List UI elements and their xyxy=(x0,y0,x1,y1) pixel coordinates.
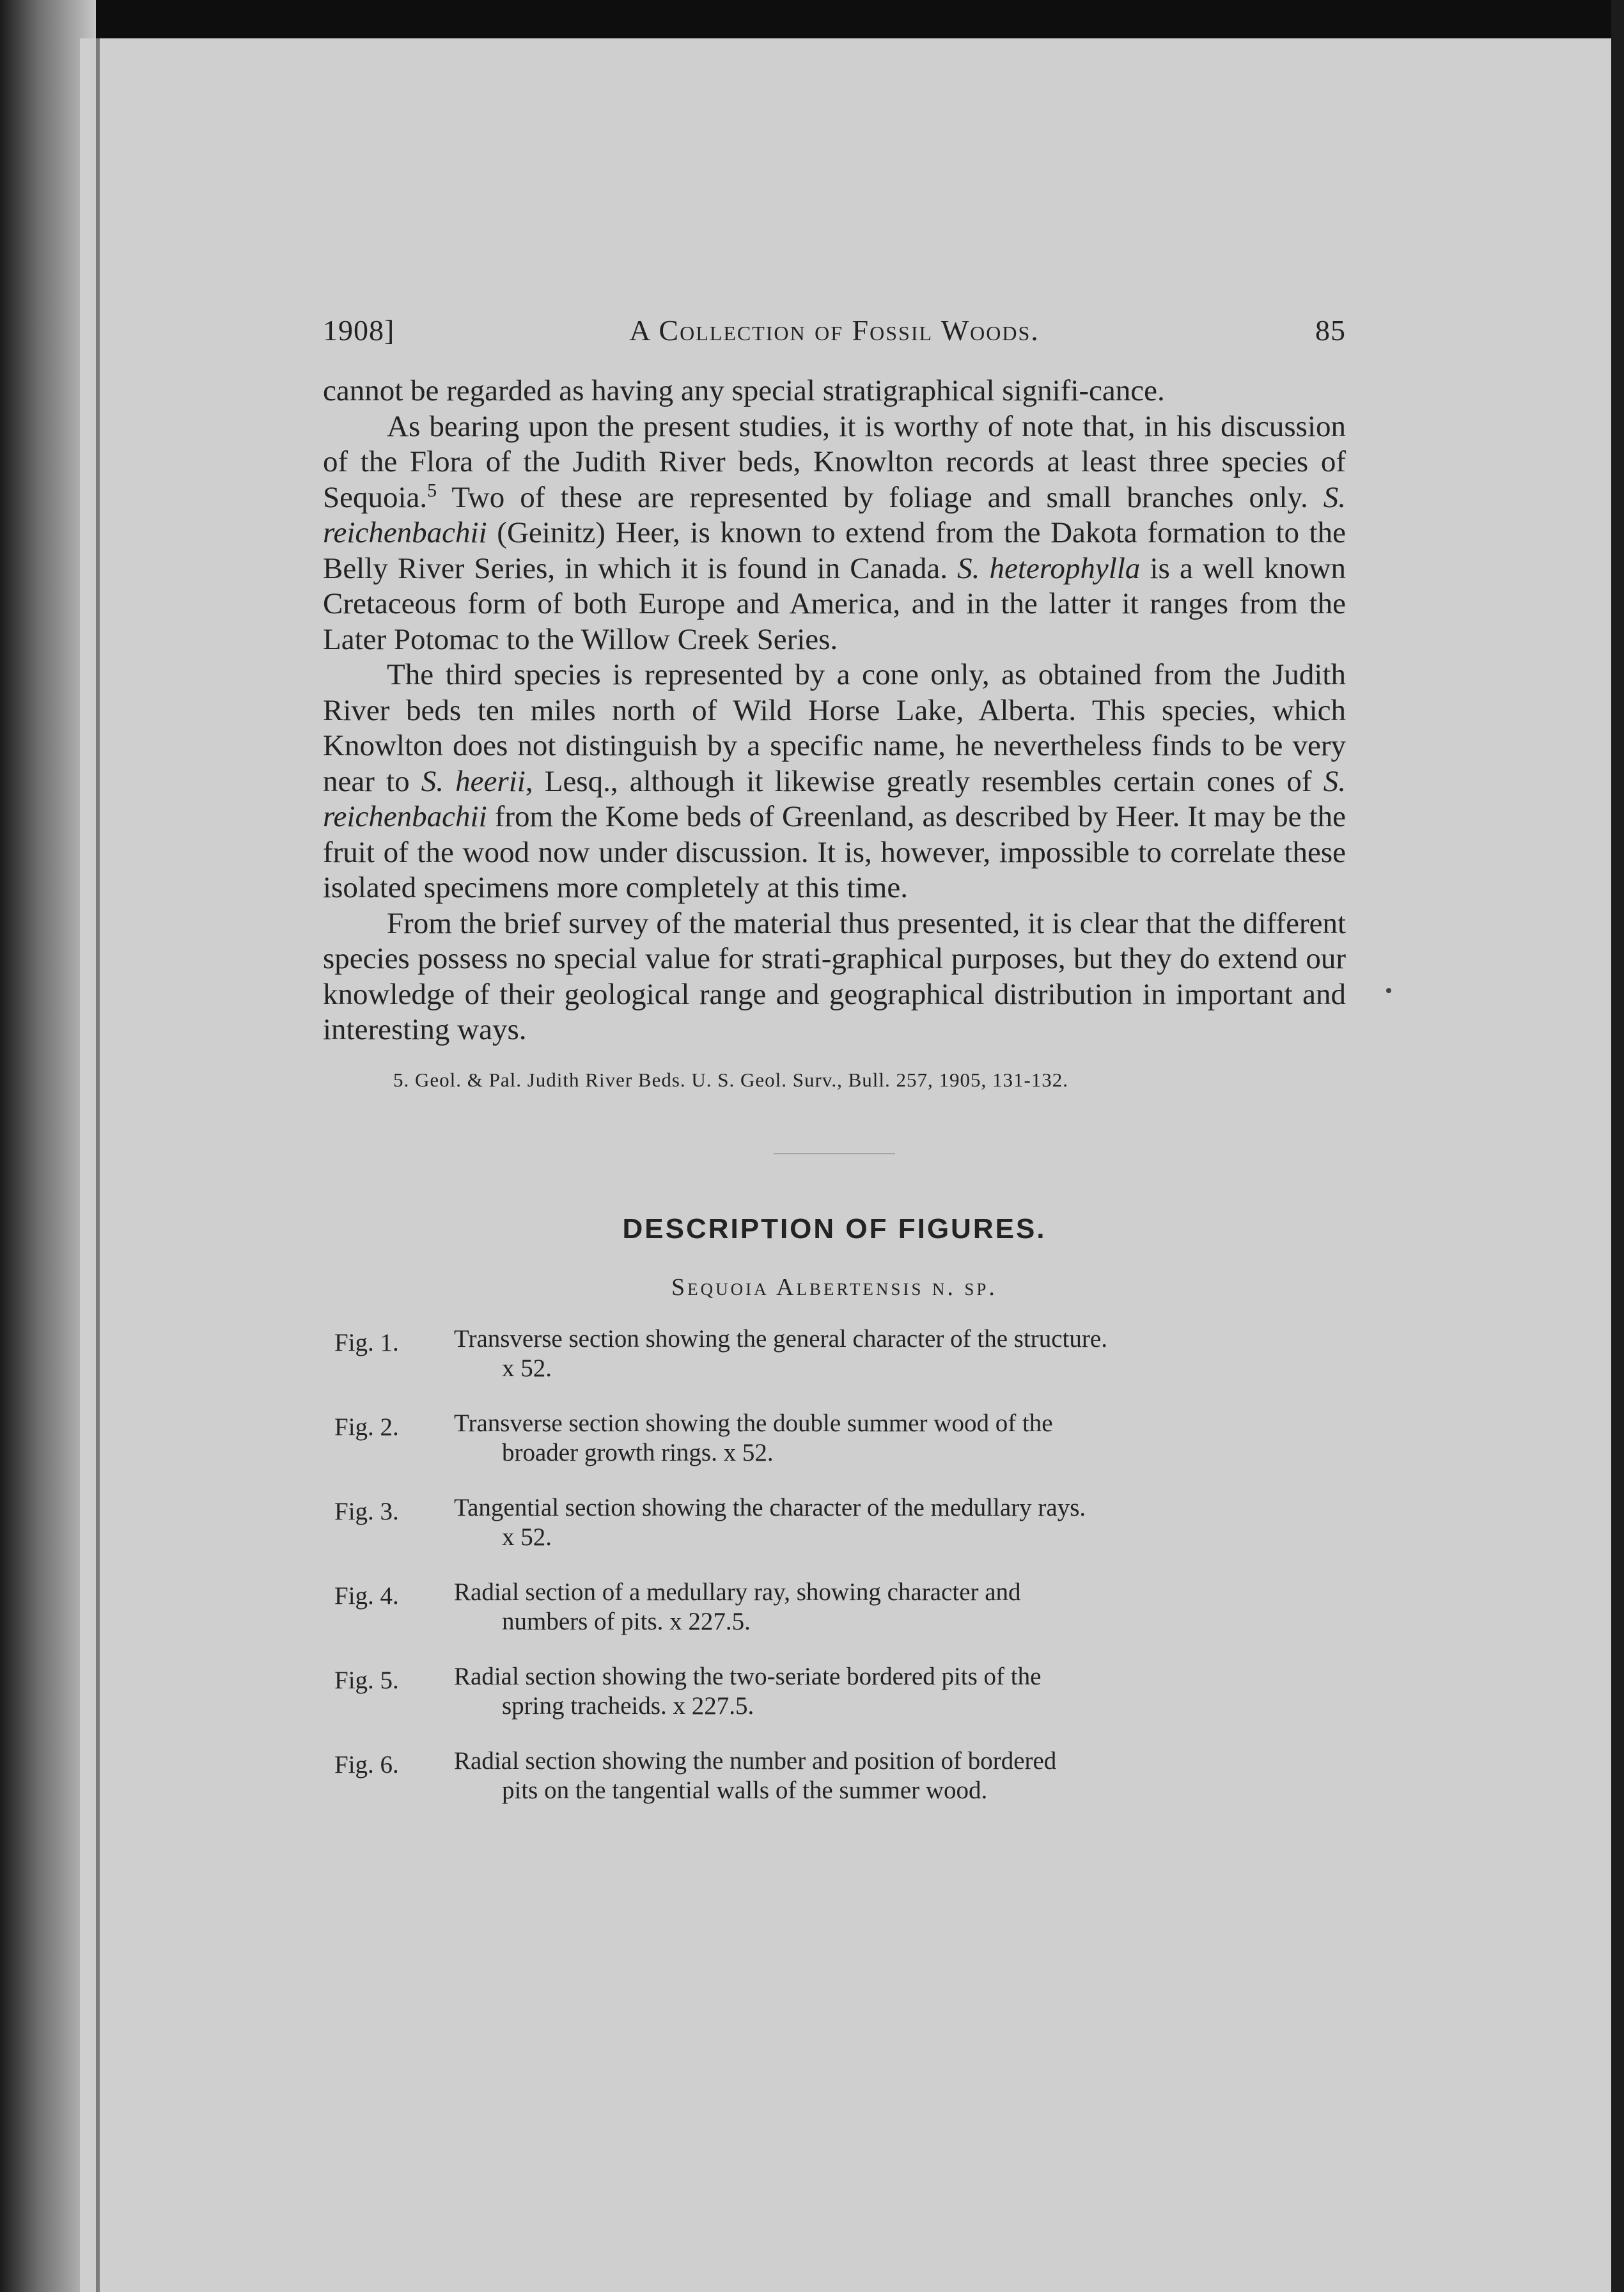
figure-caption: Tangential section showing the character of the medullary rays. x 52. xyxy=(454,1493,1086,1551)
figure-list xyxy=(323,1324,1346,1805)
figure-caption: Transverse section showing the general character of the structure. x 52. xyxy=(454,1324,1107,1382)
list-item xyxy=(323,1493,1346,1552)
figure-label: Fig. 3. xyxy=(334,1497,399,1525)
figure-label: Fig. 1. xyxy=(334,1328,399,1356)
footnote: 5. Geol. & Pal. Judith River Beds. U. S. Geol. Surv., Bull. 257, 1905, 131-132. xyxy=(393,1068,1069,1091)
binding-line xyxy=(96,38,100,2292)
footnote-ref: 5 xyxy=(427,479,437,501)
figure-caption: Transverse section showing the double summer wood of the broader growth rings. x 52. xyxy=(454,1409,1053,1466)
list-item xyxy=(323,1746,1346,1805)
species-name: S. reichenbachii xyxy=(323,764,1346,833)
figure-label: Fig. 5. xyxy=(334,1666,399,1694)
top-dark-edge xyxy=(0,0,1624,38)
figure-caption: Radial section showing the two-seriate bordered pits of the spring tracheids. x 227.5. xyxy=(454,1662,1042,1720)
figure-label: Fig. 2. xyxy=(334,1413,399,1441)
list-item xyxy=(323,1324,1346,1383)
right-dark-edge xyxy=(1611,0,1624,2292)
section-divider xyxy=(774,1153,895,1154)
body-text xyxy=(323,373,1346,1048)
figure-caption: Radial section showing the number and position of bordered pits on the tangential walls of the summer wood. xyxy=(454,1746,1057,1804)
list-item xyxy=(323,1409,1346,1468)
header-year: 1908] xyxy=(323,314,395,347)
header-title: A Collection of Fossil Woods. xyxy=(629,314,1040,347)
section-heading: DESCRIPTION OF FIGURES. xyxy=(622,1213,1047,1244)
paragraph-1: cannot be regarded as having any special stratigraphical signifi-cance. xyxy=(323,374,1165,407)
species-subheading: Sequoia Albertensis n. sp. xyxy=(671,1273,997,1301)
paragraph-2: As bearing upon the present studies, it is worthy of note that, in his discussion of the Flora of the Judith River beds, Knowlton records at least three species of Sequoia.$^5$ Two of these are represented by foliage and small branches only. S. reichenbachii (Geinitz) Heer, is known to extend from the Dakota formation to the Belly River Series, in which it is found in Canada. S. heterophylla is a well known Cretaceous form of both Europe and America, and in the latter it ranges from the Later Potomac to the Willow Creek Series. xyxy=(323,409,1346,656)
species-name: S. heterophylla xyxy=(957,551,1141,585)
species-name: S. heerii xyxy=(421,764,526,798)
figure-label: Fig. 4. xyxy=(334,1582,399,1610)
list-item xyxy=(323,1662,1346,1721)
running-head xyxy=(323,313,1346,356)
paragraph-3: The third species is represented by a cone only, as obtained from the Judith River beds ten miles north of Wild Horse Lake, Alberta. This species, which Knowlton does not distinguish by a specific name, he nevertheless finds to be very near to S. heerii, Lesq., although it likewise greatly resembles certain cones of S. reichenbachii from the Kome beds of Greenland, as described by Heer. It may be the fruit of the wood now under discussion. It is, however, impossible to correlate these isolated specimens more completely at this time. xyxy=(323,658,1346,904)
ink-speck xyxy=(1386,988,1391,993)
species-name: S. reichenbachii xyxy=(323,480,1346,549)
list-item xyxy=(323,1578,1346,1637)
page-number: 85 xyxy=(1315,314,1346,347)
figure-label: Fig. 6. xyxy=(334,1750,399,1778)
figure-caption: Radial section of a medullary ray, showing character and numbers of pits. x 227.5. xyxy=(454,1578,1021,1635)
paragraph-4: From the brief survey of the material thus presented, it is clear that the different species possess no special value for strati-graphical purposes, but they do extend our knowledge of their geological range and geographical distribution in important and interesting ways. xyxy=(323,906,1346,1046)
page-content xyxy=(323,313,1346,1831)
